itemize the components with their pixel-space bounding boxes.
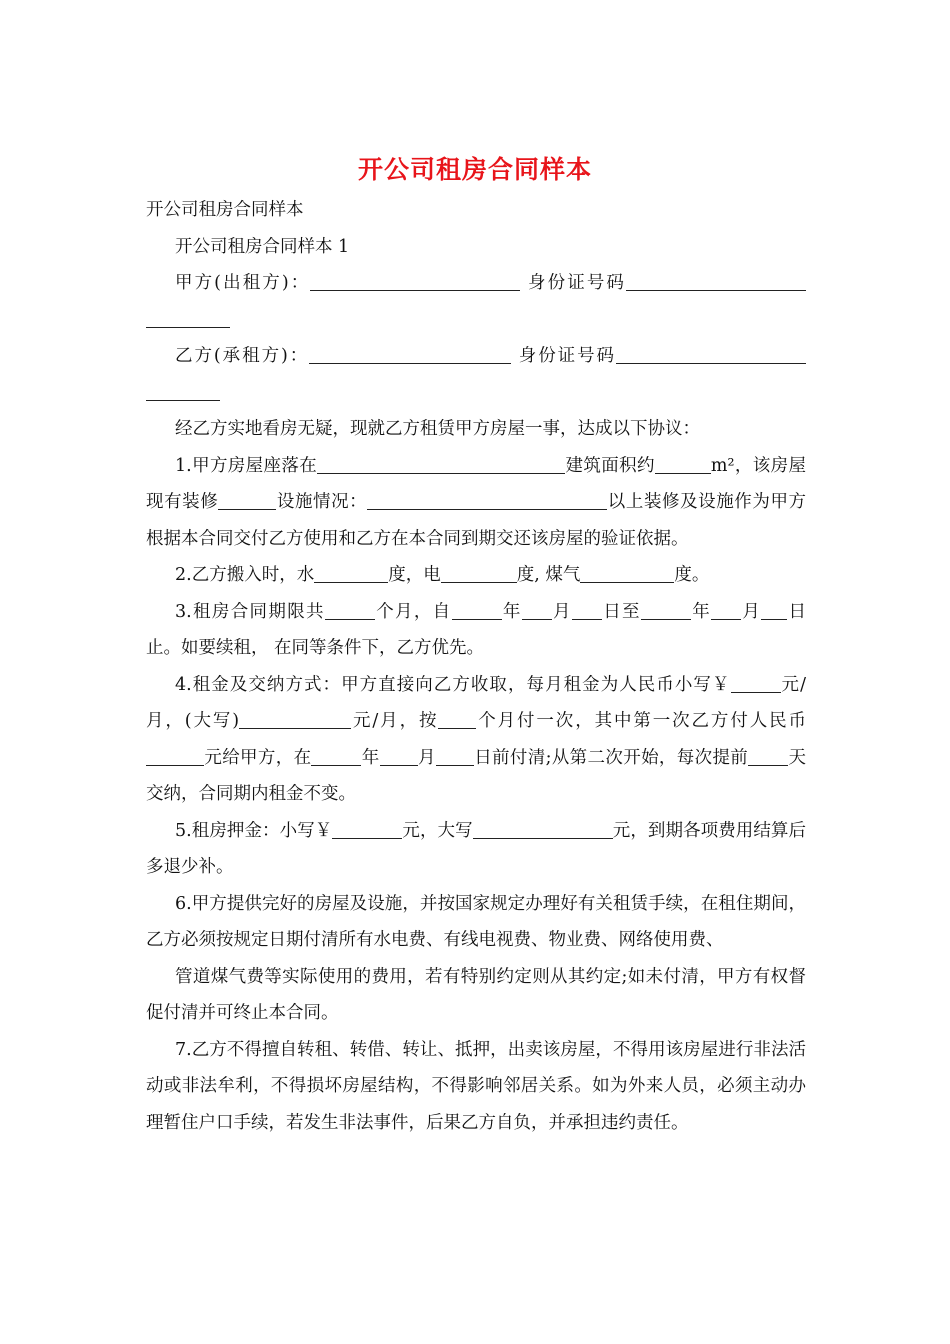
document-title: 开公司租房合同样本 — [357, 155, 592, 184]
clause-4-text: 4.租金及交纳方式：甲方直接向乙方收取，每月租金为人民币小写￥ — [175, 674, 731, 695]
party-b-id-blank — [616, 342, 806, 364]
start-month-blank — [522, 598, 552, 620]
clause-1-text: 以上装修及设施作为甲方根据本合同交付乙方使用和乙方在本合同到期交还该房屋的验证依据。 — [146, 492, 807, 549]
electricity-blank — [441, 561, 517, 583]
clause-3-text: 日至 — [601, 601, 641, 622]
end-month-blank — [711, 598, 741, 620]
party-a-id-blank-cont — [146, 306, 230, 328]
clause-4-text: 天交纳，合同期内租金不变。 — [146, 747, 807, 804]
clause-6-continued: 管道煤气费等实际使用的费用，若有特别约定则从其约定;如未付清，甲方有权督促付清并可终止本合同。 — [146, 966, 806, 1023]
clause-4-text: 个月付一次，其中第一次乙方付人民币 — [476, 711, 806, 731]
clause-7: 7.乙方不得擅自转租、转借、转让、抵押，出卖该房屋，不得用该房屋进行非法活动或非法牟利，不得损坏房屋结构，不得影响邻居关系。如为外来人员，必须主动办理暂住户口手续，若发生非法事件，后果乙方自负，并承担违约责任。 — [146, 1039, 806, 1133]
gas-blank — [580, 561, 674, 583]
clause-3-text: 年 — [690, 601, 712, 622]
clause-5-text: 元，大写 — [402, 820, 473, 841]
clause-1-text: 1.甲方房屋座落在 — [175, 455, 318, 476]
clause-3-text: 日止。如要续租， 在同等条件下，乙方优先。 — [146, 601, 807, 658]
clause-5 — [146, 813, 806, 886]
clause-5-text: 元，到期各项费用结算后多退少补。 — [146, 820, 806, 877]
party-a-id-blank — [626, 269, 806, 291]
intro-paragraph: 经乙方实地看房无疑，现就乙方租赁甲方房屋一事，达成以下协议： — [175, 419, 700, 439]
clause-4-text: 元/月，按 — [351, 711, 439, 731]
deposit-words-blank — [473, 817, 613, 839]
facility-blank — [367, 488, 607, 510]
clause-4-text: 元/月，(大写) — [146, 674, 806, 731]
clause-2-text: 度, 煤气 — [516, 565, 581, 585]
party-a-line — [146, 265, 806, 338]
clause-3-text: 个月，自 — [374, 601, 452, 622]
advance-days-blank — [748, 744, 788, 766]
clause-1 — [146, 448, 806, 558]
rent-figures-blank — [731, 671, 781, 693]
decoration-blank — [218, 488, 276, 510]
clause-3-text: 3.租房合同期限共 — [175, 601, 325, 622]
clause-3-text: 月 — [551, 601, 572, 622]
clause-6: 6.甲方提供完好的房屋及设施，并按国家规定办理好有关租赁手续，在租住期间，乙方必须按规定日期付清所有水电费、有线电视费、物业费、网络使用费、 — [146, 893, 806, 950]
subtitle: 开公司租房合同样本 — [146, 200, 304, 220]
pay-interval-blank — [438, 707, 476, 729]
document-body — [146, 192, 806, 1141]
end-year-blank — [641, 598, 691, 620]
start-year-blank — [452, 598, 502, 620]
clause-4-text: 日前付清;从第二次开始，每次提前 — [473, 747, 749, 768]
pay-day-blank — [436, 744, 474, 766]
water-blank — [314, 561, 388, 583]
deposit-figures-blank — [332, 817, 402, 839]
clause-1-text: 设施情况： — [276, 492, 368, 512]
clause-1-text: m²，该房屋现有装修 — [146, 455, 807, 512]
start-day-blank — [572, 598, 602, 620]
clause-2 — [146, 557, 806, 594]
months-blank — [325, 598, 375, 620]
party-b-id-blank-cont — [146, 379, 220, 401]
clause-3-text: 月 — [741, 601, 762, 622]
pay-year-blank — [311, 744, 361, 766]
party-b-line — [146, 338, 806, 411]
clause-2-text: 度，电 — [388, 565, 441, 585]
clause-4 — [146, 667, 806, 813]
section-heading: 开公司租房合同样本 1 — [175, 236, 350, 257]
area-blank — [655, 452, 711, 474]
location-blank — [317, 452, 565, 474]
clause-2-text: 2.乙方搬入时，水 — [175, 565, 315, 585]
rent-words-blank — [239, 707, 351, 729]
clause-5-text: 5.租房押金：小写￥ — [175, 820, 333, 841]
party-b-label: 乙方(承租方)： — [175, 346, 310, 366]
first-payment-blank — [146, 744, 204, 766]
clause-3 — [146, 594, 806, 667]
party-a-blank — [310, 269, 520, 291]
clause-2-text: 度。 — [674, 565, 710, 585]
clause-4-text: 年 — [361, 747, 380, 768]
party-b-id-label: 身份证号码 — [511, 346, 617, 366]
pay-month-blank — [380, 744, 418, 766]
party-a-id-label: 身份证号码 — [520, 273, 627, 293]
clause-1-text: 建筑面积约 — [565, 455, 655, 476]
party-b-blank — [309, 342, 511, 364]
end-day-blank — [761, 598, 787, 620]
clause-4-text: 元给甲方，在 — [204, 747, 312, 768]
clause-4-text: 月 — [417, 747, 436, 768]
clause-3-text: 年 — [501, 601, 522, 622]
party-a-label: 甲方(出租方)： — [175, 273, 311, 293]
